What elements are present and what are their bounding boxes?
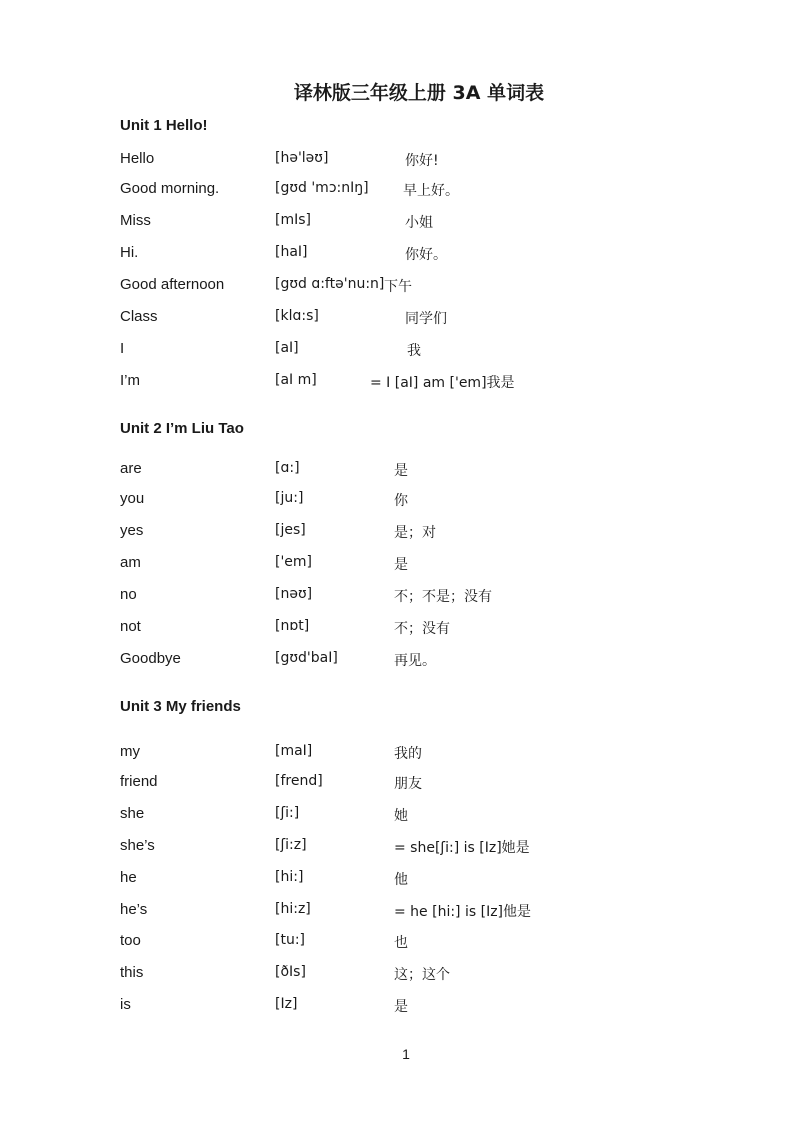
vocab-meaning: 同学们 (405, 311, 447, 327)
vocab-ipa: [ju:] (275, 490, 304, 506)
vocab-word: not (120, 618, 141, 635)
vocab-word: Hi. (120, 244, 139, 261)
vocab-word: too (120, 932, 141, 949)
vocab-meaning: 是 (394, 463, 408, 479)
vocab-row (0, 490, 794, 510)
vocab-row (0, 554, 794, 574)
vocab-word: Class (120, 308, 158, 325)
vocab-ipa: [hi:z] (275, 901, 311, 917)
vocab-word: she (120, 805, 145, 822)
vocab-meaning: 不；不是；没有 (394, 589, 492, 605)
vocab-row (0, 308, 794, 328)
vocab-row (0, 150, 794, 170)
page-title: 译林版三年级上册 3A 单词表 (293, 82, 545, 104)
vocab-word: my (120, 743, 140, 760)
vocab-meaning: 不；没有 (394, 621, 450, 637)
vocab-row (0, 212, 794, 232)
vocab-row (0, 460, 794, 480)
vocab-word: she’s (120, 837, 155, 854)
vocab-ipa: [ðIs] (275, 964, 306, 980)
vocab-word: he’s (120, 901, 148, 918)
vocab-meaning: = I [aI] am ['em]我是 (370, 375, 515, 391)
vocab-meaning: 是 (394, 999, 408, 1015)
vocab-word: Hello (120, 150, 155, 167)
vocab-row (0, 650, 794, 670)
vocab-ipa: [frend] (275, 773, 323, 789)
vocab-word: Miss (120, 212, 151, 229)
vocab-meaning: 是 (394, 557, 408, 573)
vocab-ipa: [gʊd'baI] (275, 650, 338, 666)
vocab-ipa: [gʊd ɑ:ftə'nu:n] (275, 276, 385, 292)
vocab-meaning: 再见。 (394, 653, 436, 669)
vocab-word: I’m (120, 372, 140, 389)
vocab-row (0, 618, 794, 638)
vocab-row (0, 276, 794, 296)
vocab-word: this (120, 964, 144, 981)
vocab-meaning: 是；对 (394, 525, 436, 541)
page-number: 1 (402, 1046, 410, 1062)
vocab-ipa: [hə'ləʊ] (275, 150, 329, 166)
vocab-row (0, 522, 794, 542)
vocab-meaning: 朋友 (394, 776, 422, 792)
vocab-ipa: [aI m] (275, 372, 317, 388)
vocab-ipa: [nɒt] (275, 618, 310, 634)
vocab-ipa: [jes] (275, 522, 306, 538)
vocab-meaning: 你好! (405, 153, 439, 169)
vocab-meaning: 我的 (394, 746, 422, 762)
vocab-ipa: [gʊd 'mɔ:nIŋ] (275, 180, 369, 196)
vocab-word: he (120, 869, 137, 886)
vocab-ipa: [mIs] (275, 212, 311, 228)
vocab-meaning: 你 (394, 493, 408, 509)
vocab-meaning: = she[ʃi:] is [Iz]她是 (394, 840, 530, 856)
vocab-row (0, 932, 794, 952)
vocab-word: you (120, 490, 145, 507)
vocab-row (0, 869, 794, 889)
vocab-word: I (120, 340, 125, 357)
vocab-row (0, 244, 794, 264)
vocab-row (0, 773, 794, 793)
vocab-row (0, 805, 794, 825)
vocab-ipa: [aI] (275, 340, 299, 356)
vocab-meaning: 下午 (384, 279, 412, 295)
vocab-word: yes (120, 522, 144, 539)
unit-heading: Unit 3 My friends (120, 698, 241, 715)
vocab-ipa: [ʃi:] (275, 805, 300, 821)
vocab-meaning: 她 (394, 808, 408, 824)
vocab-ipa: [Iz] (275, 996, 298, 1012)
vocab-meaning: = he [hi:] is [Iz]他是 (394, 904, 532, 920)
vocab-meaning: 你好。 (405, 247, 447, 263)
vocab-row (0, 372, 794, 392)
vocab-ipa: [ʃi:z] (275, 837, 307, 853)
vocab-row (0, 180, 794, 200)
vocab-row (0, 996, 794, 1016)
vocab-row (0, 340, 794, 360)
vocab-meaning: 小姐 (405, 215, 433, 231)
vocab-word: no (120, 586, 137, 603)
vocab-ipa: [haI] (275, 244, 308, 260)
vocab-ipa: [ɑ:] (275, 460, 300, 476)
unit-heading: Unit 2 I’m Liu Tao (120, 420, 244, 437)
vocab-word: Good morning. (120, 180, 220, 197)
vocab-meaning: 这；这个 (394, 967, 450, 983)
vocab-meaning: 早上好。 (403, 183, 459, 199)
vocab-word: is (120, 996, 131, 1013)
vocab-word: Goodbye (120, 650, 181, 667)
vocab-row (0, 964, 794, 984)
vocab-word: Good afternoon (120, 276, 225, 293)
vocab-meaning: 也 (394, 935, 408, 951)
vocab-ipa: [hi:] (275, 869, 304, 885)
vocab-ipa: ['em] (275, 554, 313, 570)
vocab-row (0, 586, 794, 606)
vocab-ipa: [klɑ:s] (275, 308, 319, 324)
vocab-row (0, 837, 794, 857)
vocab-row (0, 743, 794, 763)
vocab-word: friend (120, 773, 158, 790)
vocab-ipa: [nəʊ] (275, 586, 313, 602)
vocab-row (0, 901, 794, 921)
vocab-word: am (120, 554, 141, 571)
vocab-ipa: [tu:] (275, 932, 306, 948)
vocab-meaning: 他 (394, 872, 408, 888)
vocab-meaning: 我 (407, 343, 421, 359)
unit-heading: Unit 1 Hello! (120, 117, 208, 134)
vocab-ipa: [maI] (275, 743, 313, 759)
vocab-word: are (120, 460, 142, 477)
